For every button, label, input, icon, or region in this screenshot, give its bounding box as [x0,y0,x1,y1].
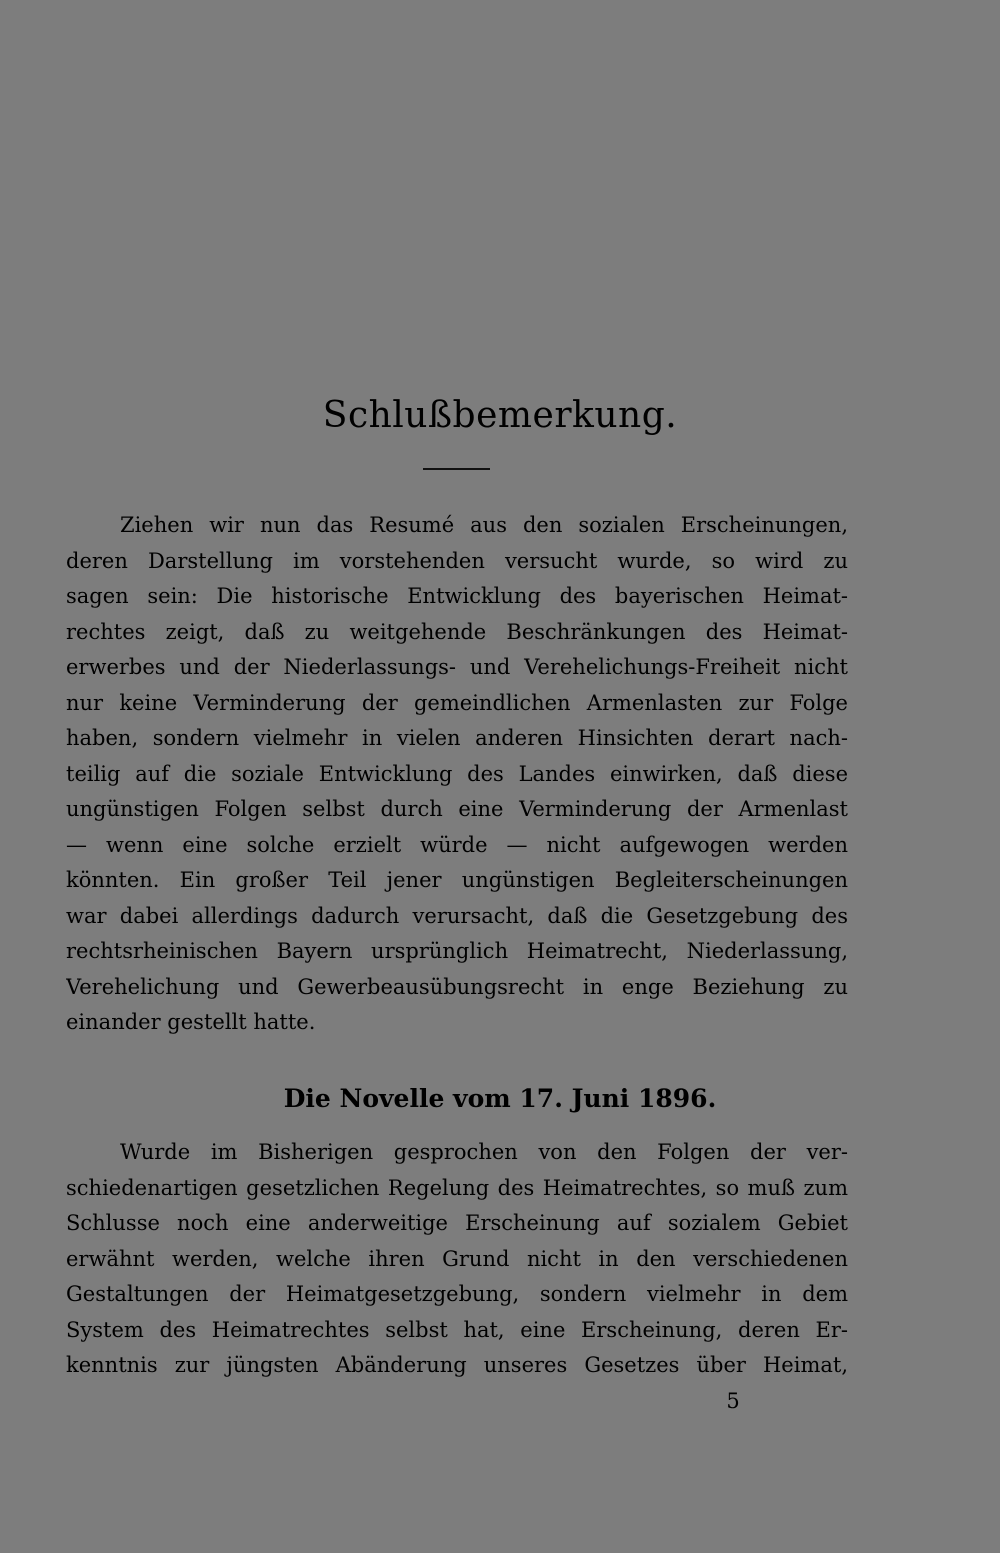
paragraph-novelle [66,1135,848,1384]
chapter-heading: Schlußbemerkung. [322,395,678,436]
text-line: nur keine Verminderung der gemeindlichen Armenlasten zur Folge [66,690,848,715]
text-line: deren Darstellung im vorstehenden versucht wurde, so wird zu [66,548,848,573]
text-line: — wenn eine solche erzielt würde — nicht aufgewogen werden [66,832,848,857]
text-line: Gestaltungen der Heimatgesetzgebung, sondern vielmehr in dem [66,1282,848,1306]
text-line: einander gestellt hatte. [66,1010,316,1034]
text-line: Verehelichung und Gewerbeausübungsrecht in enge Beziehung zu [66,974,848,999]
heading-rule [423,468,490,470]
text-line: rechtes zeigt, daß zu weitgehende Beschränkungen des Heimat- [66,619,848,644]
text-line: erwähnt werden, welche ihren Grund nicht in den verschiedenen [66,1246,848,1271]
text-line: kenntnis zur jüngsten Abänderung unseres Gesetzes über Heimat, [66,1353,848,1377]
text-line: sagen sein: Die historische Entwicklung des bayerischen Heimat- [66,584,848,608]
text-line: Schlusse noch eine anderweitige Erscheinung auf sozialem Gebiet [66,1211,848,1235]
text-line: rechtsrheinischen Bayern ursprünglich Heimatrecht, Niederlassung, [66,939,848,963]
text-line: teilig auf die soziale Entwicklung des Landes einwirken, daß diese [66,761,848,786]
text-line: erwerbes und der Niederlassungs- und Verehelichungs-Freiheit nicht [66,655,848,679]
text-line: ungünstigen Folgen selbst durch eine Verminderung der Armenlast [66,797,848,821]
page-number: 5 [726,1389,740,1413]
text-line: System des Heimatrechtes selbst hat, eine Erscheinung, deren Er- [66,1317,848,1342]
section-heading: Die Novelle vom 17. Juni 1896. [283,1084,717,1113]
text-line: schiedenartigen gesetzlichen Regelung des Heimatrechtes, so muß zum [66,1175,848,1200]
text-line: haben, sondern vielmehr in vielen anderen Hinsichten derart nach- [66,726,848,750]
text-line: war dabei allerdings dadurch verursacht, daß die Gesetzgebung des [66,903,848,928]
text-line: könnten. Ein großer Teil jener ungünstigen Begleiterscheinungen [66,868,848,892]
text-line: Wurde im Bisherigen gesprochen von den Folgen der ver- [120,1140,848,1164]
paragraph-resume [66,508,848,1041]
text-line: Ziehen wir nun das Resumé aus den sozialen Erscheinungen, [120,513,848,537]
